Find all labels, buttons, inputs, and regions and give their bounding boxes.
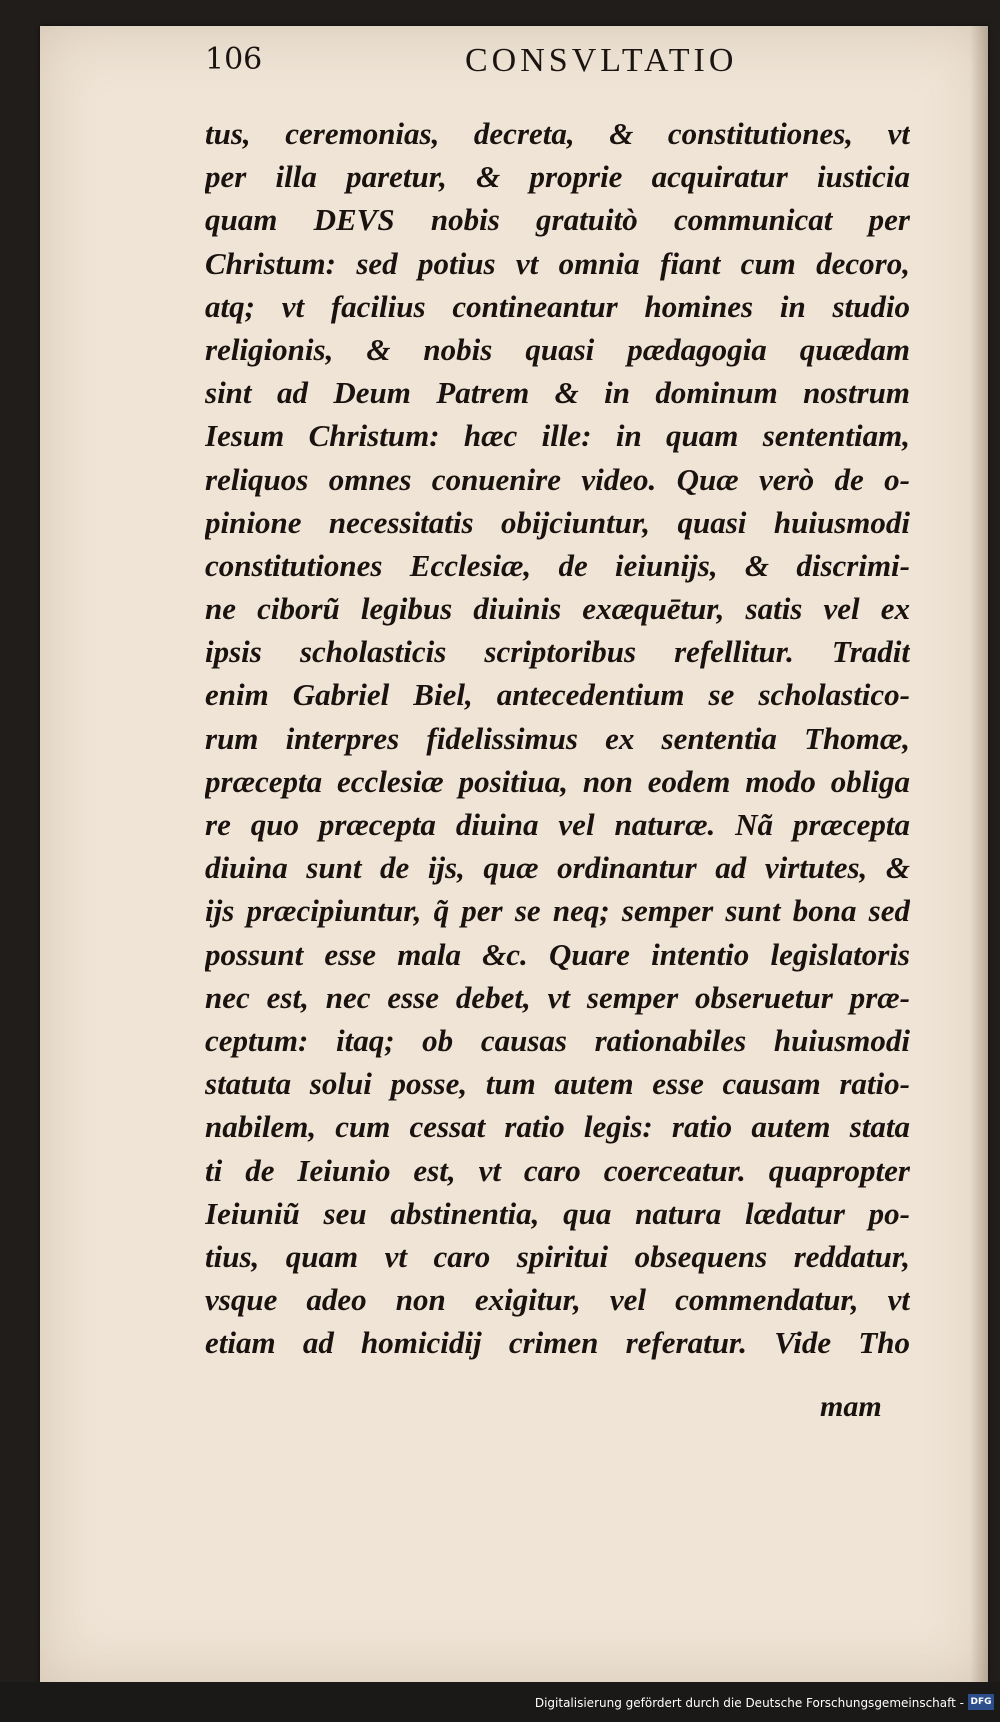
text-line: rum interpres fidelissimus ex sententia Thomæ,: [205, 720, 910, 756]
text-line: vsque adeo non exigitur, vel commendatur, vt: [205, 1282, 910, 1318]
text-line: Ieiuniũ seu abstinentia, qua natura lædatur po-: [205, 1195, 910, 1231]
text-line: re quo præcepta diuina vel naturæ. Nã præcepta: [205, 807, 910, 842]
text-line: etiam ad homicidij crimen referatur. Vide Tho: [205, 1325, 910, 1361]
text-line: diuina sunt de ijs, quæ ordinantur ad virtutes, &: [205, 850, 910, 886]
text-line: pinione necessitatis obijciuntur, quasi huiusmodi: [205, 504, 910, 540]
text-line: statuta solui posse, tum autem esse causam ratio-: [205, 1066, 910, 1102]
text-line: ijs præcipiuntur, q̃ per se neq; semper sunt bona sed: [205, 893, 910, 929]
page-number: 106: [205, 42, 263, 77]
catchword: mam: [820, 1390, 882, 1423]
text-line: nabilem, cum cessat ratio legis: ratio autem stata: [205, 1109, 910, 1145]
text-line: Christum: sed potius vt omnia fiant cum decoro,: [205, 245, 910, 281]
footer-bar: [0, 1682, 1000, 1722]
page-header: [205, 42, 765, 90]
text-line: religionis, & nobis quasi pædagogia quædam: [205, 331, 910, 367]
funding-credit: Digitalisierung gefördert durch die Deutsche Forschungsgemeinschaft -: [534, 1696, 964, 1710]
body-text: [205, 112, 910, 1364]
text-line: nec est, nec esse debet, vt semper obseruetur præ-: [205, 979, 910, 1015]
running-title: CONSVLTATIO: [465, 42, 738, 79]
text-line: tius, quam vt caro spiritui obsequens reddatur,: [205, 1238, 910, 1274]
text-line: per illa paretur, & proprie acquiratur iusticia: [205, 159, 910, 195]
text-line: tus, ceremonias, decreta, & constitutiones, vt: [205, 116, 910, 151]
text-line: ipsis scholasticis scriptoribus refellitur. Tradit: [205, 634, 910, 670]
text-line: quam DEVS nobis gratuitò communicat per: [205, 202, 910, 238]
text-line: ti de Ieiunio est, vt caro coerceatur. quapropter: [205, 1152, 910, 1188]
text-line: reliquos omnes conuenire video. Quæ verò de o-: [205, 461, 910, 497]
text-line: constitutiones Ecclesiæ, de ieiunijs, & discrimi-: [205, 547, 910, 583]
text-line: ceptum: itaq; ob causas rationabiles huiusmodi: [205, 1022, 910, 1058]
text-line: ne ciborũ legibus diuinis exæquētur, satis vel ex: [205, 591, 910, 627]
text-line: atq; vt facilius contineantur homines in studio: [205, 288, 910, 324]
text-line: sint ad Deum Patrem & in dominum nostrum: [205, 375, 910, 411]
text-line: præcepta ecclesiæ positiua, non eodem modo obliga: [205, 763, 910, 799]
dfg-logo: DFG: [968, 1694, 994, 1710]
text-line: possunt esse mala &c. Quare intentio legislatoris: [205, 936, 910, 972]
text-line: Iesum Christum: hæc ille: in quam sententiam,: [205, 418, 910, 454]
text-line: enim Gabriel Biel, antecedentium se scholastico-: [205, 677, 910, 713]
